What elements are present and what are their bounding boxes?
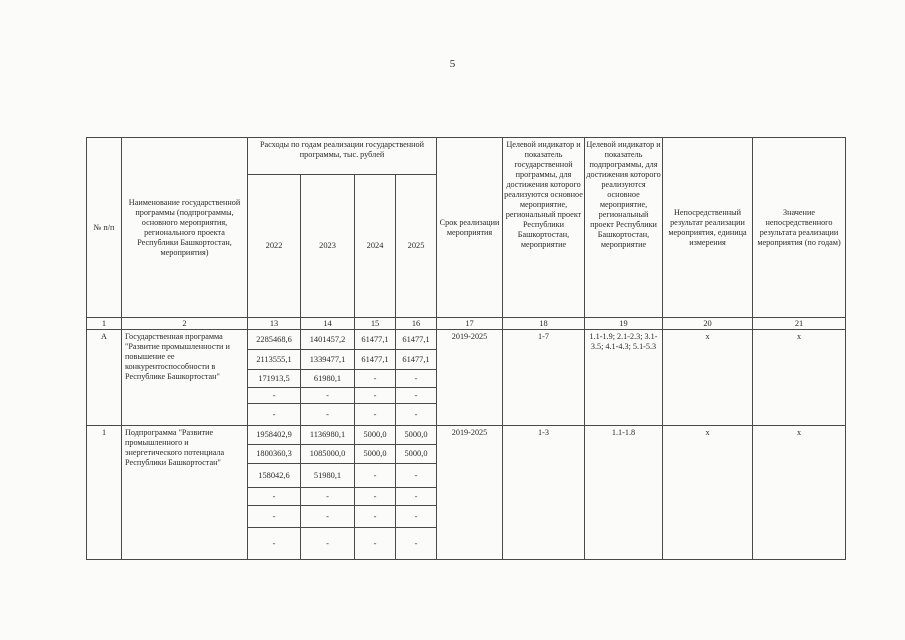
header-year: 2022 bbox=[248, 175, 301, 318]
column-numbers-row bbox=[87, 318, 846, 330]
term-cell: 2019-2025 bbox=[437, 330, 503, 426]
section-code: А bbox=[87, 330, 122, 426]
header-year: 2025 bbox=[396, 175, 437, 318]
amount-cell: 1800360,3 bbox=[248, 445, 301, 464]
page-number: 5 bbox=[449, 58, 456, 70]
amount-cell: - bbox=[355, 506, 396, 528]
header-col-term: Срок реализации мероприятия bbox=[437, 138, 503, 318]
section-code: 1 bbox=[87, 426, 122, 560]
column-number: 16 bbox=[396, 318, 437, 330]
amount-cell: - bbox=[396, 464, 437, 488]
amount-cell: - bbox=[355, 404, 396, 426]
amount-cell: 1401457,2 bbox=[301, 330, 355, 350]
target-subprogram-cell: 1.1-1.8 bbox=[585, 426, 663, 560]
column-number: 14 bbox=[301, 318, 355, 330]
header-col-num: № п/п bbox=[87, 138, 122, 318]
result-value-cell: x bbox=[753, 330, 846, 426]
column-number: 21 bbox=[753, 318, 846, 330]
header-year: 2024 bbox=[355, 175, 396, 318]
amount-cell: 1339477,1 bbox=[301, 350, 355, 370]
amount-cell: 5000,0 bbox=[355, 445, 396, 464]
header-col-target-program: Целевой индикатор и показатель государственной программы, для достижения которого реализуются основное мероприятие, региональный проект Республики Башкортостан, мероприятие bbox=[503, 138, 585, 318]
amount-cell: - bbox=[355, 464, 396, 488]
amount-cell: 158042,6 bbox=[248, 464, 301, 488]
result-cell: x bbox=[663, 330, 753, 426]
amount-cell: - bbox=[396, 506, 437, 528]
amount-cell: - bbox=[248, 528, 301, 560]
amount-cell: 61477,1 bbox=[396, 330, 437, 350]
amount-cell: 51980,1 bbox=[301, 464, 355, 488]
target-program-cell: 1-3 bbox=[503, 426, 585, 560]
column-number: 20 bbox=[663, 318, 753, 330]
amount-cell: - bbox=[396, 488, 437, 506]
amount-cell: - bbox=[355, 528, 396, 560]
amount-cell: 1958402,9 bbox=[248, 426, 301, 445]
column-number: 2 bbox=[122, 318, 248, 330]
column-number: 19 bbox=[585, 318, 663, 330]
header-col-target-subprogram: Целевой индикатор и показатель подпрограммы, для достижения которого реализуются основное мероприятие, региональный проект Республики Башкортостан, мероприятие bbox=[585, 138, 663, 318]
section-name: Подпрограмма "Развитие промышленного и энергетического потенциала Республики Башкортостан" bbox=[122, 426, 248, 560]
column-number: 18 bbox=[503, 318, 585, 330]
amount-cell: - bbox=[248, 488, 301, 506]
amount-cell: 5000,0 bbox=[355, 426, 396, 445]
amount-cell: - bbox=[355, 370, 396, 388]
header-col-expenses: Расходы по годам реализации государственной программы, тыс. рублей bbox=[248, 138, 437, 175]
amount-cell: - bbox=[301, 404, 355, 426]
header-col-name: Наименование государственной программы (подпрограммы, основного мероприятия, регионального проекта Республики Башкортостан, мероприятия) bbox=[122, 138, 248, 318]
amount-cell: 5000,0 bbox=[396, 445, 437, 464]
amount-cell: 2285468,6 bbox=[248, 330, 301, 350]
amount-cell: - bbox=[301, 388, 355, 404]
table-row bbox=[87, 330, 846, 350]
amount-cell: - bbox=[396, 404, 437, 426]
result-value-cell: x bbox=[753, 426, 846, 560]
amount-cell: 61477,1 bbox=[355, 350, 396, 370]
amount-cell: - bbox=[301, 506, 355, 528]
term-cell: 2019-2025 bbox=[437, 426, 503, 560]
result-cell: x bbox=[663, 426, 753, 560]
amount-cell: 2113555,1 bbox=[248, 350, 301, 370]
column-number: 15 bbox=[355, 318, 396, 330]
amount-cell: - bbox=[248, 506, 301, 528]
amount-cell: - bbox=[355, 388, 396, 404]
amount-cell: - bbox=[355, 488, 396, 506]
target-subprogram-cell: 1.1-1.9; 2.1-2.3; 3.1-3.5; 4.1-4.3; 5.1-5.3 bbox=[585, 330, 663, 426]
amount-cell: 171913,5 bbox=[248, 370, 301, 388]
amount-cell: 5000,0 bbox=[396, 426, 437, 445]
header-col-result: Непосредственный результат реализации мероприятия, единица измерения bbox=[663, 138, 753, 318]
target-program-cell: 1-7 bbox=[503, 330, 585, 426]
amount-cell: 1085000,0 bbox=[301, 445, 355, 464]
amount-cell: 61477,1 bbox=[396, 350, 437, 370]
amount-cell: 61477,1 bbox=[355, 330, 396, 350]
program-table bbox=[86, 137, 846, 560]
amount-cell: - bbox=[248, 388, 301, 404]
amount-cell: 61980,1 bbox=[301, 370, 355, 388]
amount-cell: - bbox=[396, 370, 437, 388]
amount-cell: - bbox=[396, 388, 437, 404]
header-year: 2023 bbox=[301, 175, 355, 318]
section-name: Государственная программа "Развитие промышленности и повышение ее конкурентоспособности в Республике Башкортостан" bbox=[122, 330, 248, 426]
column-number: 17 bbox=[437, 318, 503, 330]
amount-cell: - bbox=[396, 528, 437, 560]
column-number: 13 bbox=[248, 318, 301, 330]
header-row-1 bbox=[87, 138, 846, 175]
header-col-result-value: Значение непосредственного результата реализации мероприятия (по годам) bbox=[753, 138, 846, 318]
amount-cell: - bbox=[248, 404, 301, 426]
column-number: 1 bbox=[87, 318, 122, 330]
amount-cell: - bbox=[301, 488, 355, 506]
table-row bbox=[87, 426, 846, 445]
amount-cell: - bbox=[301, 528, 355, 560]
amount-cell: 1136980,1 bbox=[301, 426, 355, 445]
